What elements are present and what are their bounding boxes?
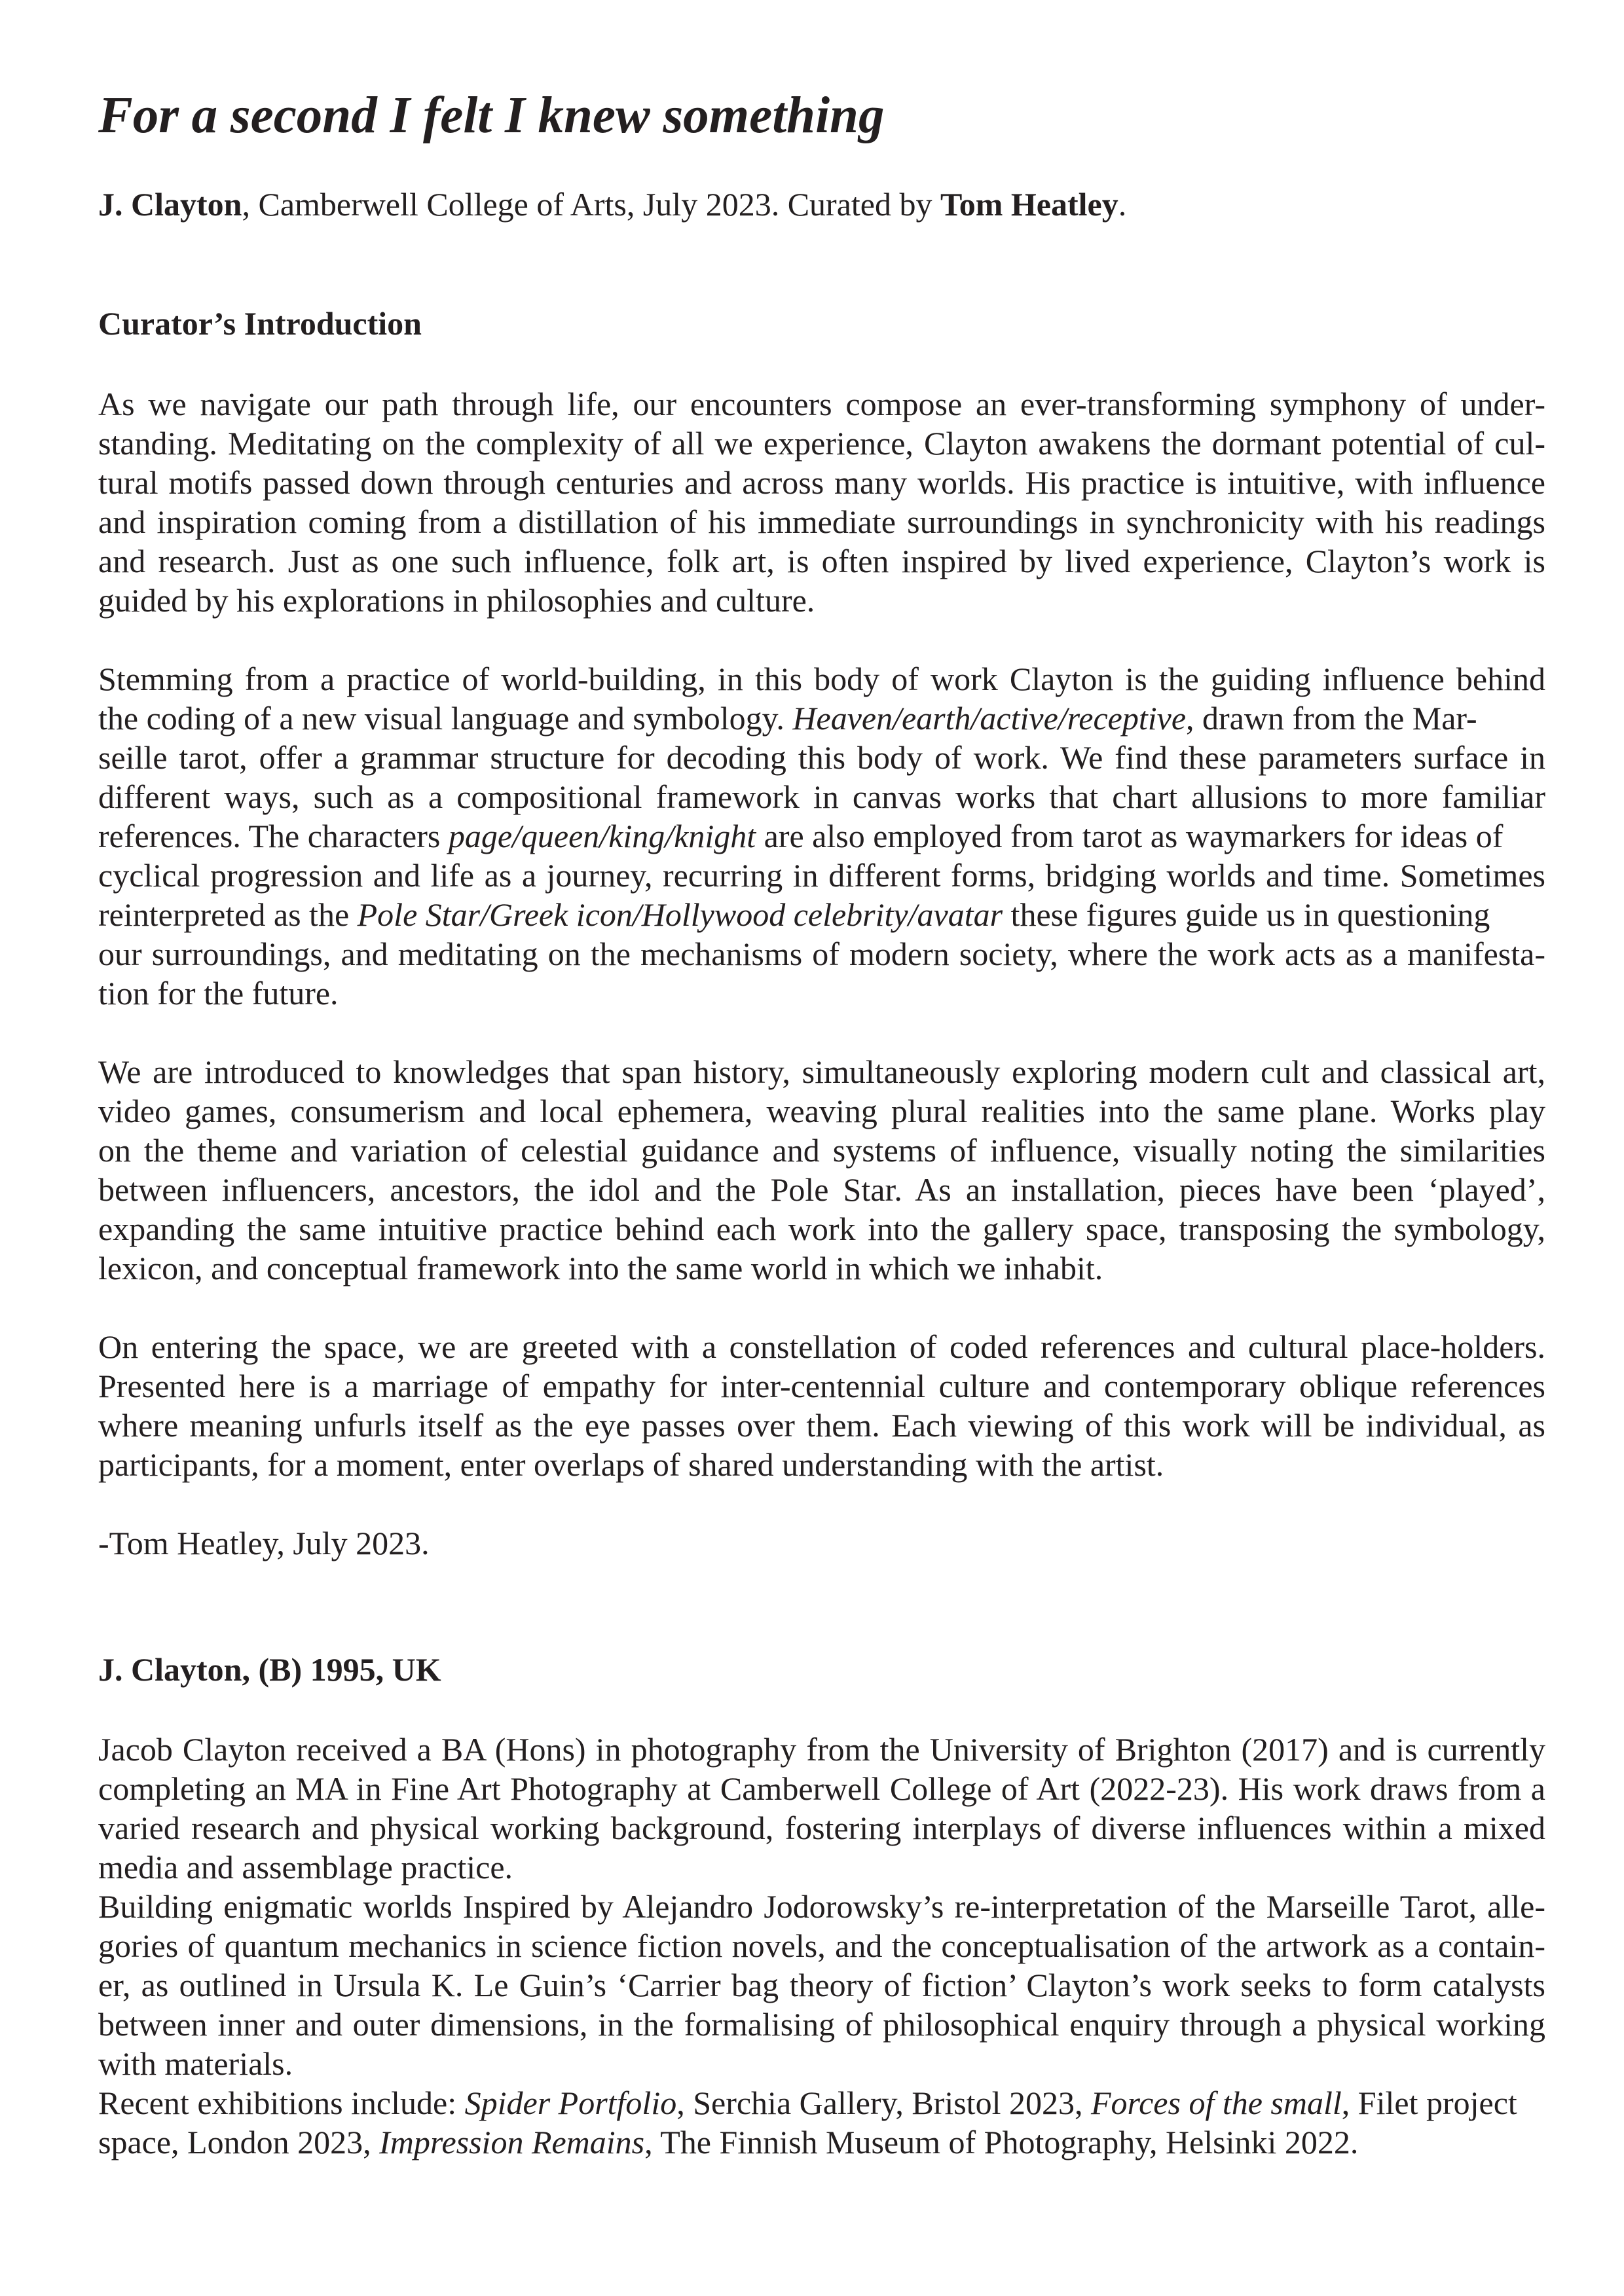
text-line: reinterpreted as the Pole Star/Greek icon/Hollywood celebrity/avatar these figures guide us in questioning	[98, 896, 1490, 933]
text-line: seille tarot, offer a grammar structure for decoding this body of work. We find these parameters surface in	[98, 739, 1545, 776]
text-line: references. The characters page/queen/king/knight are also employed from tarot as waymarkers for ideas of	[98, 818, 1504, 854]
text-line: As we navigate our path through life, our encounters compose an ever-transforming symphony of under-	[98, 386, 1545, 422]
bio-heading: J. Clayton, (B) 1995, UK	[98, 1651, 441, 1688]
italic-phrase: Pole Star/Greek icon/Hollywood celebrity/avatar	[357, 896, 1003, 933]
intro-paragraph-3	[98, 1052, 1545, 1288]
exhibition-title: Spider Portfolio	[464, 2085, 677, 2121]
italic-phrase: page/queen/king/knight	[448, 818, 756, 854]
curator-name: Tom Heatley	[940, 186, 1118, 223]
text-line: on the theme and variation of celestial guidance and systems of influence, visually noting the similarities	[98, 1132, 1545, 1169]
text-line: standing. Meditating on the complexity of all we experience, Clayton awakens the dormant potential of cul-	[98, 425, 1545, 462]
text-line: the coding of a new visual language and symbology. Heaven/earth/active/receptive, drawn from the Mar-	[98, 700, 1477, 737]
text-line: cyclical progression and life as a journey, recurring in different forms, bridging worlds and time. Sometimes	[98, 857, 1545, 894]
text-line: different ways, such as a compositional framework in canvas works that chart allusions to more familiar	[98, 778, 1545, 815]
text-line: er, as outlined in Ursula K. Le Guin’s ‘Carrier bag theory of fiction’ Clayton’s work seeks to form catalysts	[98, 1967, 1545, 2003]
text-line: Building enigmatic worlds Inspired by Alejandro Jodorowsky’s re-interpretation of the Marseille Tarot, alle-	[98, 1888, 1545, 1925]
text-line: Recent exhibitions include: Spider Portfolio, Serchia Gallery, Bristol 2023, Forces of the small, Filet project	[98, 2085, 1517, 2121]
bio-paragraph	[98, 1730, 1545, 2162]
intro-paragraph-4	[98, 1327, 1545, 1484]
curator-signoff	[98, 1523, 1545, 1563]
text-line: Stemming from a practice of world-building, in this body of work Clayton is the guiding influence behind	[98, 661, 1545, 697]
text-line: and inspiration coming from a distillation of his immediate surroundings in synchronicity with his readings	[98, 503, 1545, 540]
text-line: tural motifs passed down through centuries and across many worlds. His practice is intuitive, with influence	[98, 464, 1545, 501]
text-line: tion for the future.	[98, 975, 339, 1011]
text-line: Jacob Clayton received a BA (Hons) in photography from the University of Brighton (2017) and is currently	[98, 1731, 1545, 1768]
artist-name: J. Clayton	[98, 186, 242, 223]
text-line: -Tom Heatley, July 2023.	[98, 1525, 430, 1561]
text-line: between inner and outer dimensions, in the formalising of philosophical enquiry through a physical working	[98, 2006, 1545, 2043]
exhibition-title: Forces of the small	[1090, 2085, 1342, 2121]
text-line: participants, for a moment, enter overlaps of shared understanding with the artist.	[98, 1446, 1164, 1483]
text-line: We are introduced to knowledges that span history, simultaneously exploring modern cult and classical art,	[98, 1053, 1545, 1090]
document-title: For a second I felt I knew something	[98, 87, 885, 144]
text-line: between influencers, ancestors, the idol and the Pole Star. As an installation, pieces have been ‘played’,	[98, 1171, 1545, 1208]
intro-paragraph-1	[98, 384, 1545, 620]
text-line: media and assemblage practice.	[98, 1849, 513, 1886]
exhibition-title: Impression Remains	[379, 2124, 645, 2160]
text-line: our surroundings, and meditating on the mechanisms of modern society, where the work acts as a manifesta-	[98, 936, 1545, 972]
text-line: and research. Just as one such influence, folk art, is often inspired by lived experience, Clayton’s work is	[98, 543, 1545, 579]
text-line: space, London 2023, Impression Remains, The Finnish Museum of Photography, Helsinki 2022.	[98, 2124, 1359, 2160]
intro-paragraph-2	[98, 659, 1545, 1013]
text-line: completing an MA in Fine Art Photography at Camberwell College of Art (2022-23). His work draws from a	[98, 1770, 1545, 1807]
italic-phrase: Heaven/earth/active/receptive	[792, 700, 1187, 737]
intro-heading: Curator’s Introduction	[98, 305, 422, 342]
text-line: varied research and physical working background, fostering interplays of diverse influences within a mixed	[98, 1810, 1545, 1846]
text-line: guided by his explorations in philosophies and culture.	[98, 582, 815, 619]
text-line: with materials.	[98, 2045, 293, 2082]
text-line: Presented here is a marriage of empathy for inter-centennial culture and contemporary oblique references	[98, 1368, 1545, 1404]
text-line: gories of quantum mechanics in science fiction novels, and the conceptualisation of the artwork as a contain-	[98, 1927, 1545, 1964]
byline-end: .	[1118, 186, 1127, 223]
text-line: where meaning unfurls itself as the eye passes over them. Each viewing of this work will be individual, as	[98, 1407, 1545, 1444]
text-line: video games, consumerism and local ephemera, weaving plural realities into the same plane. Works play	[98, 1093, 1545, 1129]
byline-venue: , Camberwell College of Arts, July 2023. Curated by	[242, 186, 940, 223]
text-line: lexicon, and conceptual framework into the same world in which we inhabit.	[98, 1250, 1103, 1286]
byline	[98, 185, 1126, 224]
text-line: expanding the same intuitive practice behind each work into the gallery space, transposing the symbology,	[98, 1211, 1545, 1247]
text-line: On entering the space, we are greeted with a constellation of coded references and cultural place-holders.	[98, 1328, 1545, 1365]
